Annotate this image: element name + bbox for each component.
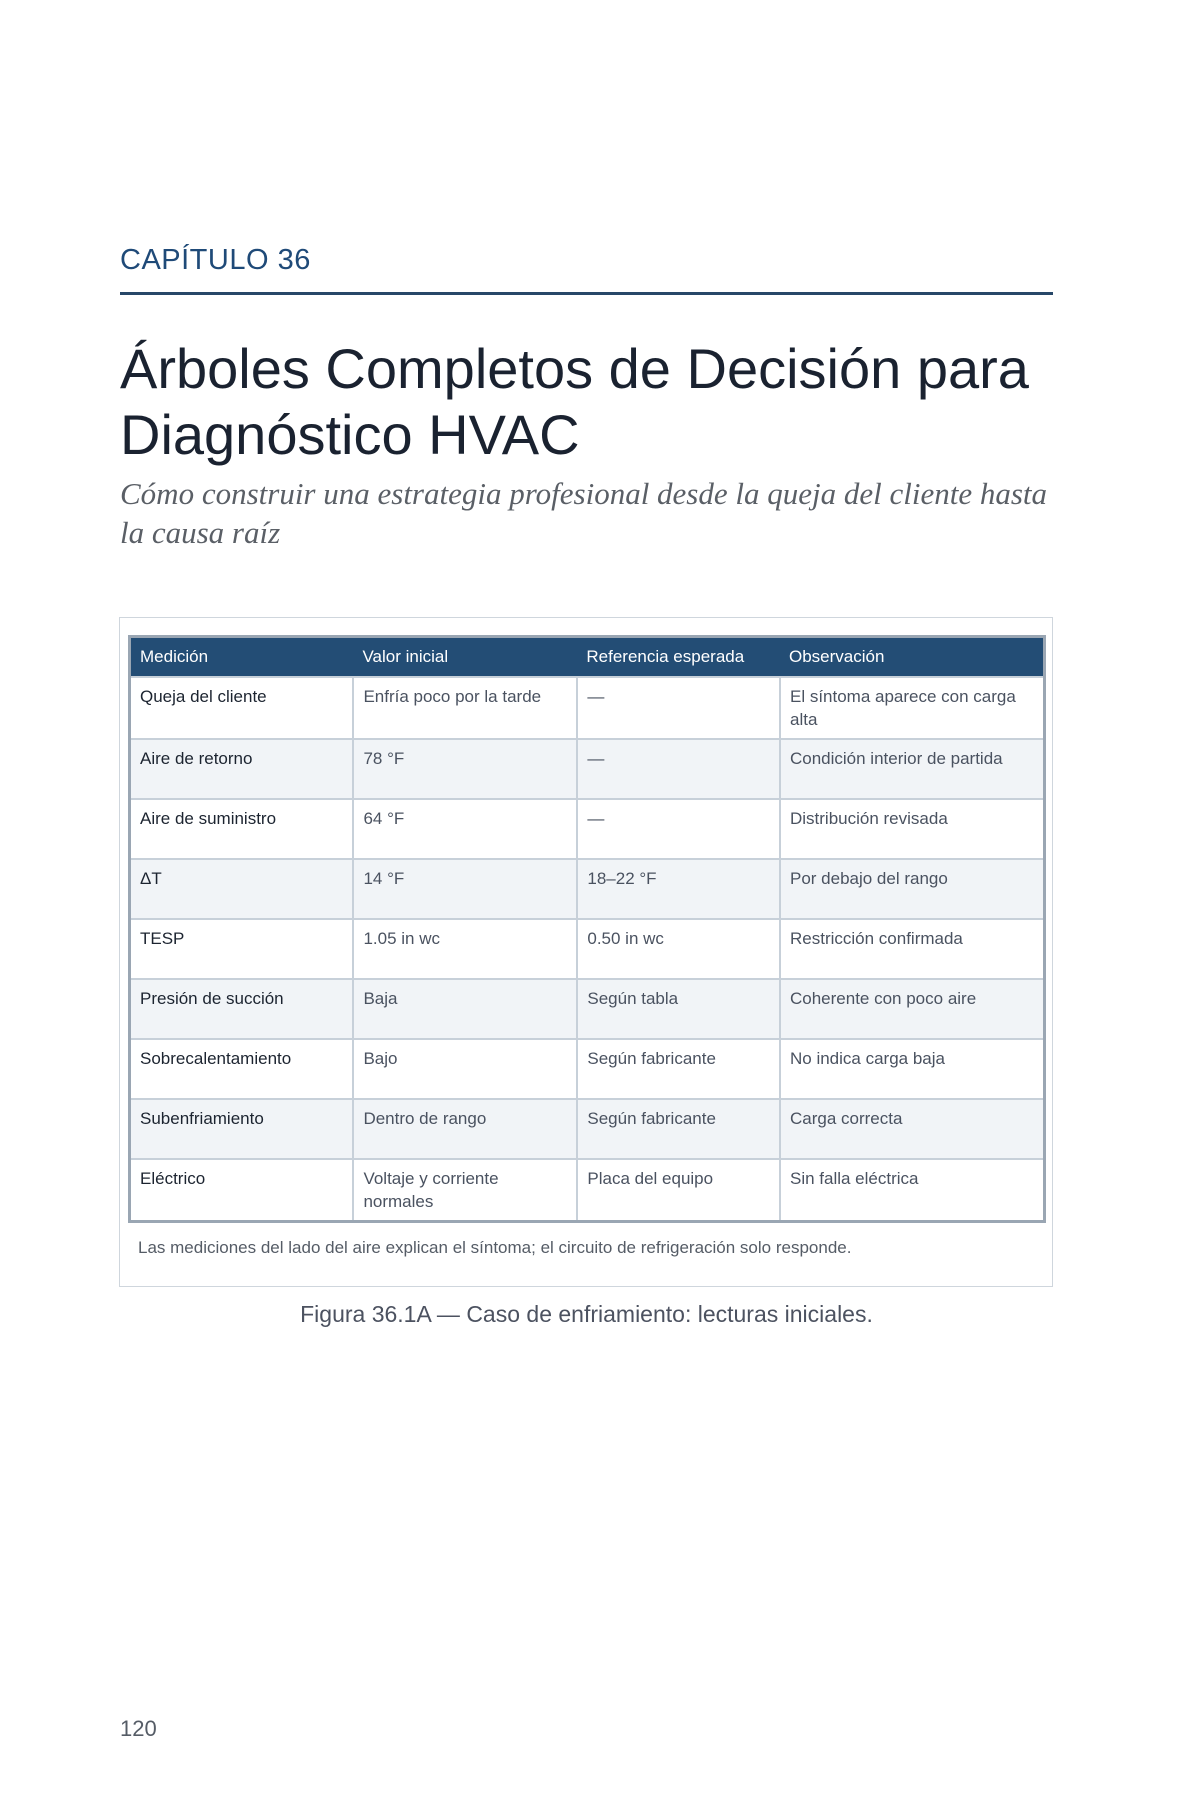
table-row [130,677,1045,739]
table-cell: Presión de succión [130,979,354,1039]
table-cell: Bajo [353,1039,577,1099]
table-cell: 0.50 in wc [577,919,780,979]
table-cell: Sobrecalentamiento [130,1039,354,1099]
table-cell: Voltaje y corriente normales [353,1159,577,1222]
table-cell: Placa del equipo [577,1159,780,1222]
table-cell: Aire de retorno [130,739,354,799]
table-row [130,1039,1045,1099]
table-cell: Carga correcta [780,1099,1045,1159]
table-cell: Restricción confirmada [780,919,1045,979]
chapter-title: Árboles Completos de Decisión para Diagnóstico HVAC [120,337,1029,466]
table-cell: TESP [130,919,354,979]
table-header-row [130,637,1045,678]
page-number: 120 [120,1716,157,1741]
table-cell: Baja [353,979,577,1039]
chapter-divider [120,292,1053,295]
chapter-label: CAPÍTULO 36 [120,244,311,276]
table-cell: Condición interior de partida [780,739,1045,799]
table-cell: Según fabricante [577,1099,780,1159]
table-cell: — [577,799,780,859]
table-cell: El síntoma aparece con carga alta [780,677,1045,739]
table-row [130,919,1045,979]
table-cell: — [577,677,780,739]
table-cell: 64 °F [353,799,577,859]
figure-note: Las mediciones del lado del aire explican el síntoma; el circuito de refrigeración solo responde. [138,1238,852,1257]
table-row [130,859,1045,919]
figure-caption: Figura 36.1A — Caso de enfriamiento: lecturas iniciales. [300,1301,873,1327]
table-cell: 18–22 °F [577,859,780,919]
table-cell: Subenfriamiento [130,1099,354,1159]
table-cell: Coherente con poco aire [780,979,1045,1039]
table-cell: Según fabricante [577,1039,780,1099]
table-cell: ΔT [130,859,354,919]
readings-table [128,635,1046,1223]
table-cell: Queja del cliente [130,677,354,739]
column-header-valor-inicial: Valor inicial [353,637,577,678]
chapter-subtitle: Cómo construir una estrategia profesional desde la queja del cliente hasta la causa raíz [120,476,1048,550]
table-cell: Dentro de rango [353,1099,577,1159]
column-header-medicion: Medición [130,637,354,678]
table-row [130,739,1045,799]
table-row [130,1159,1045,1222]
column-header-observacion: Observación [780,637,1045,678]
table-row [130,799,1045,859]
table-cell: Aire de suministro [130,799,354,859]
table-cell: Por debajo del rango [780,859,1045,919]
table-cell: Sin falla eléctrica [780,1159,1045,1222]
table-cell: 78 °F [353,739,577,799]
table-row [130,979,1045,1039]
table-cell: 1.05 in wc [353,919,577,979]
table-cell: No indica carga baja [780,1039,1045,1099]
table-cell: Enfría poco por la tarde [353,677,577,739]
table-cell: — [577,739,780,799]
table-row [130,1099,1045,1159]
table-cell: 14 °F [353,859,577,919]
table-cell: Según tabla [577,979,780,1039]
column-header-referencia: Referencia esperada [577,637,780,678]
table-cell: Eléctrico [130,1159,354,1222]
table-cell: Distribución revisada [780,799,1045,859]
